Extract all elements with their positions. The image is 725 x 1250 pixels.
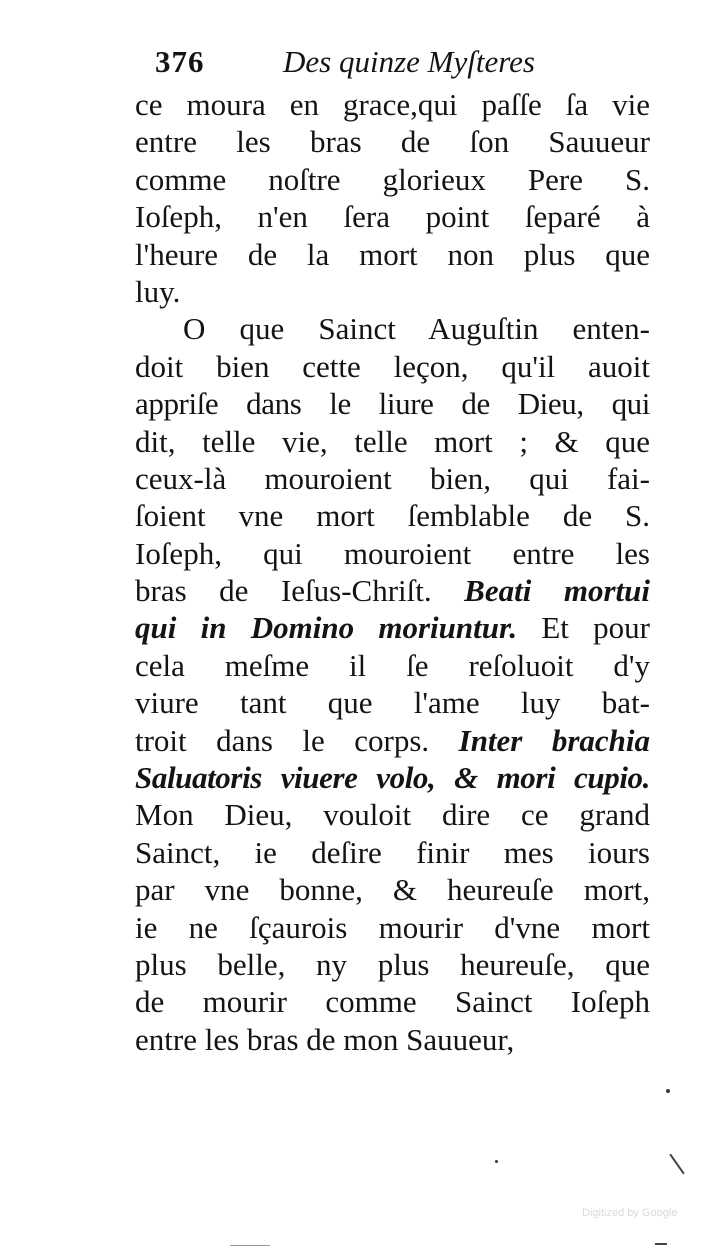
ink-speck [495,1160,498,1163]
ink-speck [666,1089,670,1093]
text-line: Mon Dieu, vouloit dire ce grand [135,797,650,833]
page-number: 376 [155,44,205,79]
text-line: bras de Ieſus-Chriſt. Beati mortui [135,573,651,609]
text-line: qui in Domino moriuntur. Et pour [135,610,650,646]
paragraph-first-line: O que Sainct Auguſtin enten- [183,311,650,347]
text-line: luy. [135,273,181,309]
text-line: cela meſme il ſe reſoluoit d'y [135,647,650,683]
running-head: Des quinze Myſteres [283,44,535,79]
body-text [135,86,650,1058]
text-line: Ioſeph, n'en ſera point ſeparé à [135,199,650,235]
ink-stroke [655,1243,667,1245]
text-line: de mourir comme Sainct Ioſeph [135,984,650,1020]
text-line: ceux-là mouroient bien, qui fai- [135,460,650,496]
text-line: ce moura en grace,qui paſſe ſa vie [135,87,650,122]
text-line: appriſe dans le liure de Dieu, qui [135,386,650,422]
latin-quote: Inter brachia [458,722,651,758]
ink-stroke [230,1245,270,1246]
text-line [135,759,650,796]
text-line: plus belle, ny plus heureuſe, que [135,946,650,982]
text-line: ie ne ſçaurois mourir d'vne mort [135,909,650,945]
digitization-watermark: Digitized by Google [582,1207,678,1219]
text-line: par vne bonne, & heureuſe mort, [135,872,650,908]
text-line: entre les bras de mon Sauueur, [135,1021,515,1057]
ink-stroke [669,1154,684,1175]
text-line: viure tant que l'ame luy bat- [135,685,650,721]
latin-quote: Saluatoris viuere volo, & mori cupio. [135,760,650,796]
text-line: Sainct, ie deſire finir mes iours [135,834,650,870]
latin-quote: qui in Domino moriuntur. [135,610,518,646]
text-line: doit bien cette leçon, qu'il auoit [135,348,650,384]
text-line: l'heure de la mort non plus que [135,236,650,272]
text-line: comme noſtre glorieux Pere S. [135,161,650,197]
page-header [155,44,595,88]
text-line: troit dans le corps. Inter brachia [135,722,651,758]
latin-quote: Beati mortui [464,573,651,609]
text-line: dit, telle vie, telle mort ; & que [135,423,650,459]
text-line: ſoient vne mort ſemblable de S. [135,498,650,534]
text-line: Ioſeph, qui mouroient entre les [135,535,650,571]
text-line: entre les bras de ſon Sauueur [135,124,650,160]
